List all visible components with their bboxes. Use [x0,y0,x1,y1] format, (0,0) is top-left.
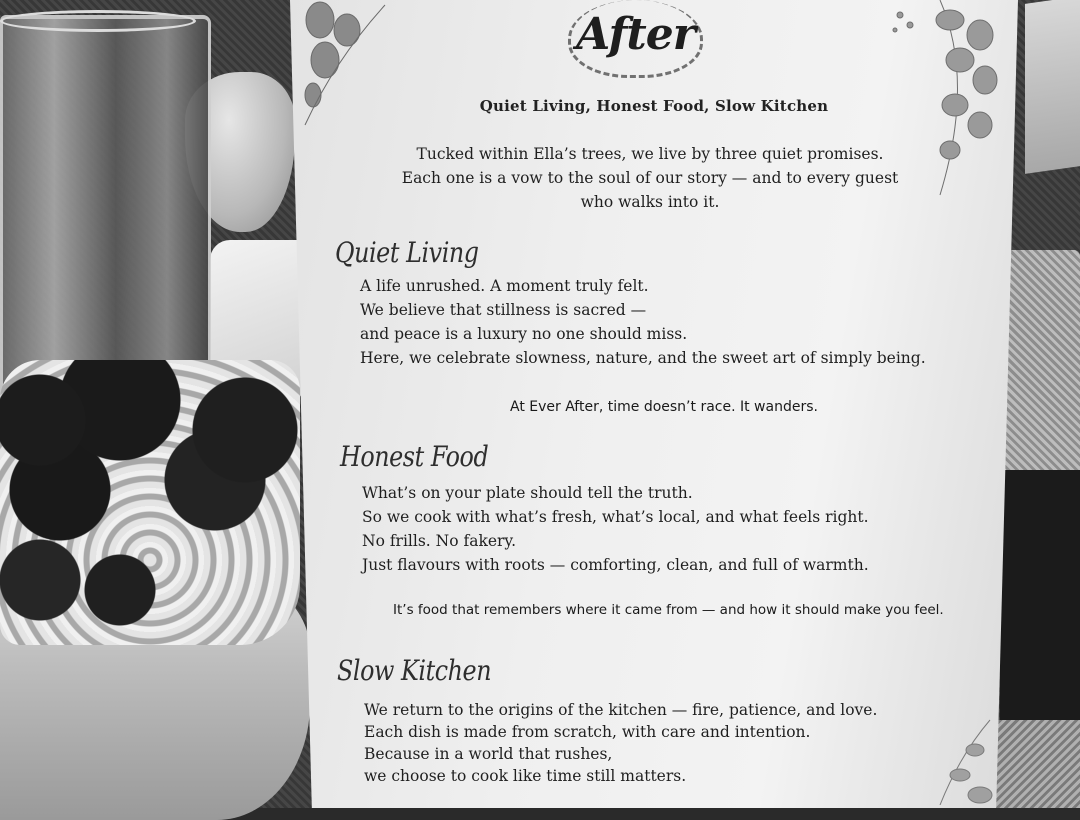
strawberry-salad [0,360,300,645]
body-line: Because in a world that rushes, [364,745,613,763]
dark-table-edge [1000,470,1080,730]
glass-rim [0,10,196,32]
water-glass [0,15,211,402]
menu-tagline: Quiet Living, Honest Food, Slow Kitchen [479,97,829,115]
section-quote-quiet-living: At Ever After, time doesn’t race. It wanders. [510,399,818,415]
body-line: A life unrushed. A moment truly felt. [360,277,649,295]
intro-line: who walks into it. [580,193,720,211]
body-line: So we cook with what’s fresh, what’s local, and what feels right. [362,508,869,526]
section-title-honest-food: Honest Food [340,440,489,473]
section-body-quiet-living [360,274,926,370]
woven-mat-corner [990,720,1080,808]
body-line: We believe that stillness is sacred — [360,301,647,319]
body-line: No frills. No fakery. [362,532,517,550]
body-line: We return to the origins of the kitchen — fire, patience, and love. [364,701,878,719]
body-line: Here, we celebrate slowness, nature, and the sweet art of simply being. [360,349,926,367]
intro-line: Each one is a vow to the soul of our story — and to every guest [401,169,899,187]
section-quote-honest-food: It’s food that remembers where it came from — and how it should make you feel. [393,602,944,618]
body-line: What’s on your plate should tell the truth. [362,484,693,502]
logo-word: After [576,8,695,60]
section-body-honest-food [362,481,869,577]
body-line: Just flavours with roots — comforting, clean, and full of warmth. [362,556,869,574]
intro-line: Tucked within Ella’s trees, we live by three quiet promises. [416,145,884,163]
ever-after-logo [568,0,703,78]
body-line: we choose to cook like time still matters. [364,767,687,785]
floral-decoration-top-left [295,0,405,137]
intro-paragraph [390,142,910,214]
body-line: Each dish is made from scratch, with care and intention. [364,723,811,741]
body-line: and peace is a luxury no one should miss. [360,325,688,343]
section-title-quiet-living: Quiet Living [335,236,479,269]
section-body-slow-kitchen [364,699,877,787]
floral-decoration-bottom-right [930,715,1000,812]
leaf-sprig-icon [930,715,1000,805]
folded-paper [1025,0,1080,174]
section-title-slow-kitchen: Slow Kitchen [337,654,492,687]
